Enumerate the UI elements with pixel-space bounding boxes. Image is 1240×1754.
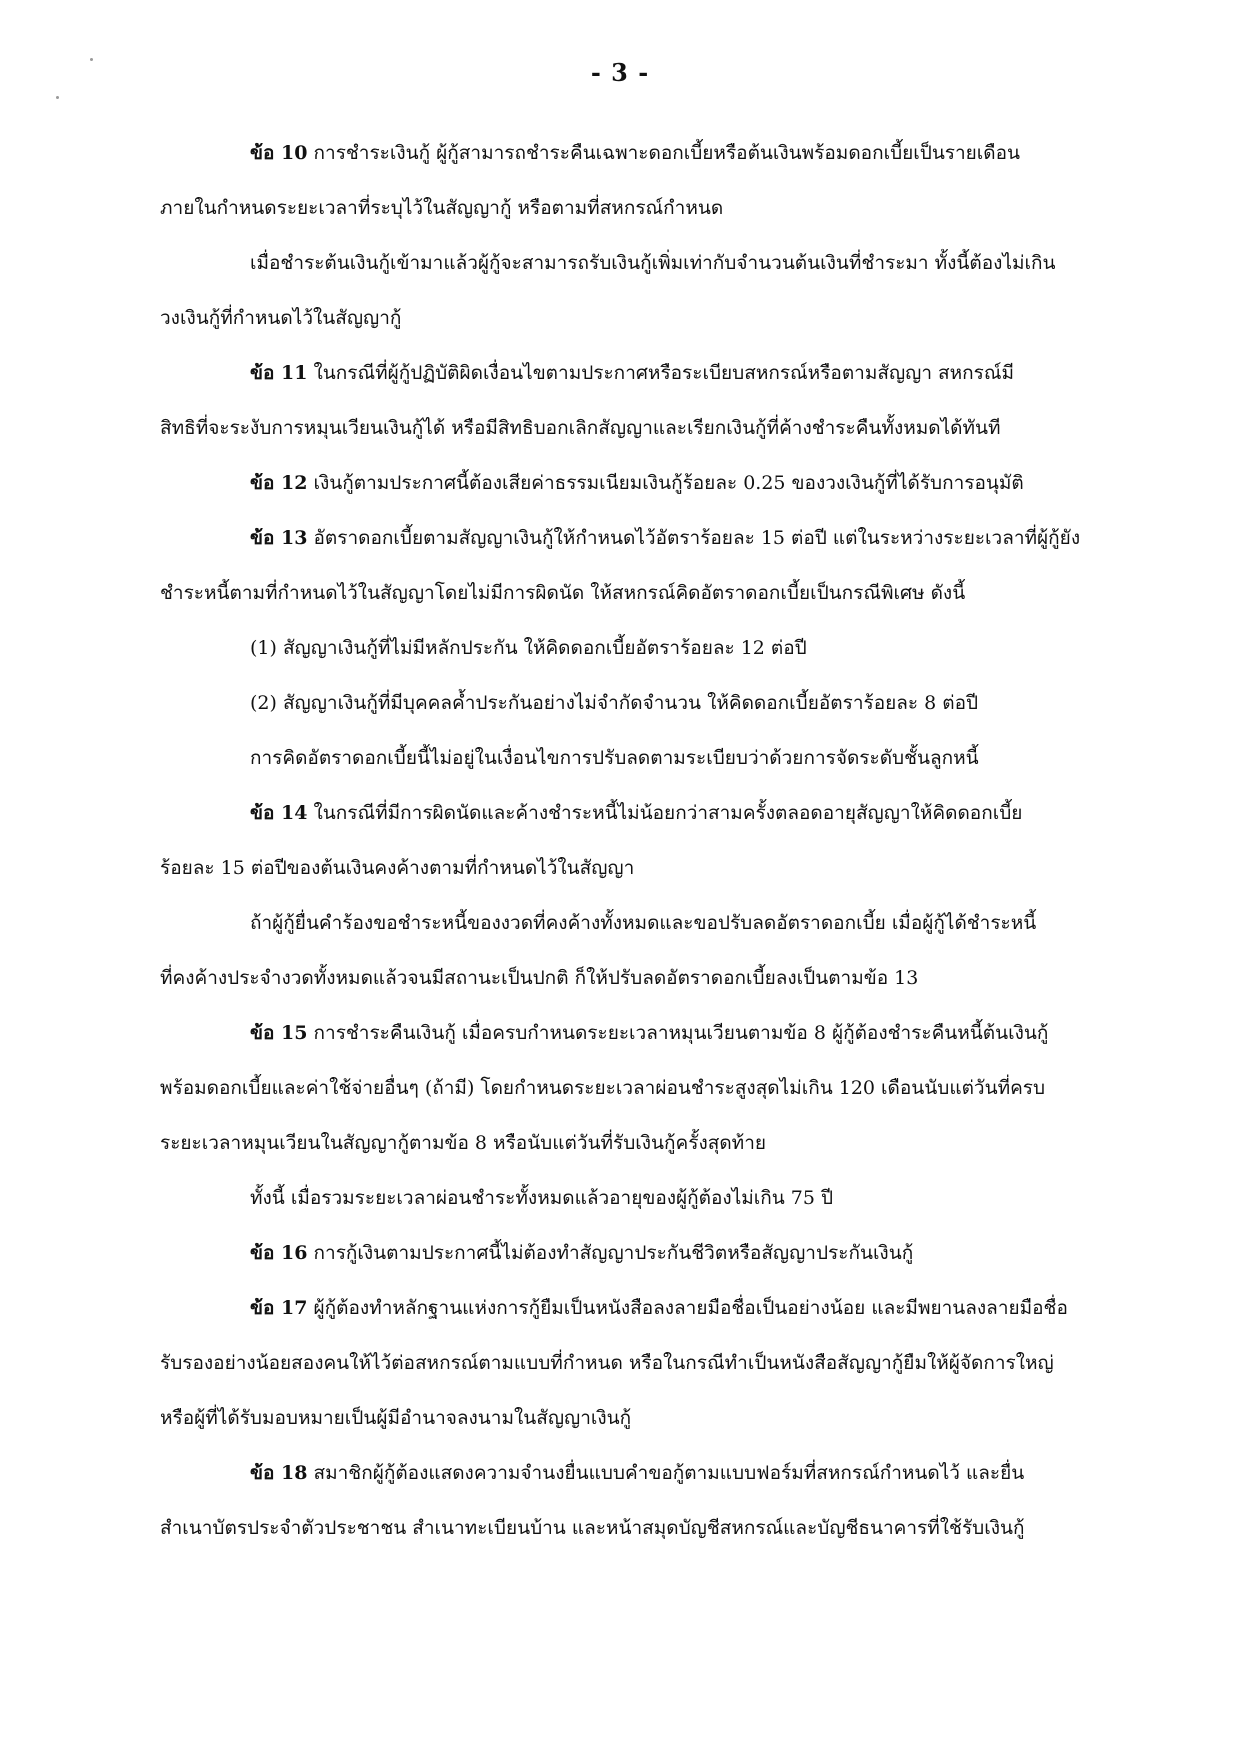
clause-label: ข้อ 10 xyxy=(250,142,308,164)
clause-15-line-2: พร้อมดอกเบี้ยและค่าใช้จ่ายอื่นๆ (ถ้ามี) โดยกำหนดระยะเวลาผ่อนชำระสูงสุดไม่เกิน 120 เดือนนับแต่วันที่ครบ xyxy=(160,1077,1046,1099)
clause-16-line-1: ข้อ 16 การกู้เงินตามประกาศนี้ไม่ต้องทำสัญญาประกันชีวิตหรือสัญญาประกันเงินกู้ xyxy=(250,1242,914,1264)
scan-speck xyxy=(56,96,59,99)
clause-13-note: การคิดอัตราดอกเบี้ยนี้ไม่อยู่ในเงื่อนไขการปรับลดตามระเบียบว่าด้วยการจัดระดับชั้นลูกหนี้ xyxy=(250,747,979,769)
clause-13-line-2: ชำระหนี้ตามที่กำหนดไว้ในสัญญาโดยไม่มีการผิดนัด ให้สหกรณ์คิดอัตราดอกเบี้ยเป็นกรณีพิเศษ ดังนี้ xyxy=(160,582,966,604)
clause-17-line-3: หรือผู้ที่ได้รับมอบหมายเป็นผู้มีอำนาจลงนามในสัญญาเงินกู้ xyxy=(160,1407,632,1429)
clause-label: ข้อ 16 xyxy=(250,1242,308,1264)
clause-11-line-1: ข้อ 11 ในกรณีที่ผู้กู้ปฏิบัติผิดเงื่อนไขตามประกาศหรือระเบียบสหกรณ์หรือตามสัญญา สหกรณ์มี xyxy=(250,362,1015,384)
clause-13-line-1: ข้อ 13 อัตราดอกเบี้ยตามสัญญาเงินกู้ให้กำหนดไว้อัตราร้อยละ 15 ต่อปี แต่ในระหว่างระยะเวลาที่ผู้กู้ยัง xyxy=(250,527,1081,549)
clause-10-line-2: ภายในกำหนดระยะเวลาที่ระบุไว้ในสัญญากู้ หรือตามที่สหกรณ์กำหนด xyxy=(160,197,724,219)
clause-10b-line-2: วงเงินกู้ที่กำหนดไว้ในสัญญากู้ xyxy=(160,307,402,329)
clause-15-line-1: ข้อ 15 การชำระคืนเงินกู้ เมื่อครบกำหนดระยะเวลาหมุนเวียนตามข้อ 8 ผู้กู้ต้องชำระคืนหนี้ต้นเงินกู้ xyxy=(250,1022,1049,1044)
clause-14-line-1: ข้อ 14 ในกรณีที่มีการผิดนัดและค้างชำระหนี้ไม่น้อยกว่าสามครั้งตลอดอายุสัญญาให้คิดดอกเบี้ย xyxy=(250,802,1023,824)
clause-14b-line-2: ที่คงค้างประจำงวดทั้งหมดแล้วจนมีสถานะเป็นปกติ ก็ให้ปรับลดอัตราดอกเบี้ยลงเป็นตามข้อ 13 xyxy=(160,967,919,989)
clause-14b-line-1: ถ้าผู้กู้ยื่นคำร้องขอชำระหนี้ของงวดที่คงค้างทั้งหมดและขอปรับลดอัตราดอกเบี้ย เมื่อผู้กู้ได้ชำระหนี้ xyxy=(250,912,1037,934)
clause-14-line-2: ร้อยละ 15 ต่อปีของต้นเงินคงค้างตามที่กำหนดไว้ในสัญญา xyxy=(160,857,635,879)
clause-label: ข้อ 15 xyxy=(250,1022,308,1044)
clause-13-item-2: (2) สัญญาเงินกู้ที่มีบุคคลค้ำประกันอย่างไม่จำกัดจำนวน ให้คิดดอกเบี้ยอัตราร้อยละ 8 ต่อปี xyxy=(250,692,979,714)
clause-17-line-2: รับรองอย่างน้อยสองคนให้ไว้ต่อสหกรณ์ตามแบบที่กำหนด หรือในกรณีทำเป็นหนังสือสัญญากู้ยืมให้ผู้จัดการใหญ่ xyxy=(160,1352,1054,1374)
clause-17-line-1: ข้อ 17 ผู้กู้ต้องทำหลักฐานแห่งการกู้ยืมเป็นหนังสือลงลายมือชื่อเป็นอย่างน้อย และมีพยานลงลายมือชื่อ xyxy=(250,1297,1068,1319)
clause-11-line-2: สิทธิที่จะระงับการหมุนเวียนเงินกู้ได้ หรือมีสิทธิบอกเลิกสัญญาและเรียกเงินกู้ที่ค้างชำระคืนทั้งหมดได้ทันที xyxy=(160,417,1001,439)
clause-label: ข้อ 18 xyxy=(250,1462,308,1484)
clause-10-line-1: ข้อ 10 การชำระเงินกู้ ผู้กู้สามารถชำระคืนเฉพาะดอกเบี้ยหรือต้นเงินพร้อมดอกเบี้ยเป็นรายเดือน xyxy=(250,142,1021,164)
clause-label: ข้อ 11 xyxy=(250,362,308,384)
clause-label: ข้อ 12 xyxy=(250,472,308,494)
clause-label: ข้อ 17 xyxy=(250,1297,308,1319)
clause-label: ข้อ 13 xyxy=(250,527,308,549)
clause-12-line-1: ข้อ 12 เงินกู้ตามประกาศนี้ต้องเสียค่าธรรมเนียมเงินกู้ร้อยละ 0.25 ของวงเงินกู้ที่ได้รับการอนุมัติ xyxy=(250,472,1024,494)
clause-15-line-3: ระยะเวลาหมุนเวียนในสัญญากู้ตามข้อ 8 หรือนับแต่วันที่รับเงินกู้ครั้งสุดท้าย xyxy=(160,1132,766,1154)
clause-13-item-1: (1) สัญญาเงินกู้ที่ไม่มีหลักประกัน ให้คิดดอกเบี้ยอัตราร้อยละ 12 ต่อปี xyxy=(250,637,807,659)
clause-label: ข้อ 14 xyxy=(250,802,308,824)
clause-18-line-1: ข้อ 18 สมาชิกผู้กู้ต้องแสดงความจำนงยื่นแบบคำขอกู้ตามแบบฟอร์มที่สหกรณ์กำหนดไว้ และยื่น xyxy=(250,1462,1025,1484)
clause-10b-line-1: เมื่อชำระต้นเงินกู้เข้ามาแล้วผู้กู้จะสามารถรับเงินกู้เพิ่มเท่ากับจำนวนต้นเงินที่ชำระมา ทั้งนี้ต้องไม่เกิน xyxy=(250,252,1056,274)
clause-18-line-2: สำเนาบัตรประจำตัวประชาชน สำเนาทะเบียนบ้าน และหน้าสมุดบัญชีสหกรณ์และบัญชีธนาคารที่ใช้รับเงินกู้ xyxy=(160,1517,1025,1539)
page-number: - 3 - xyxy=(590,58,650,87)
clause-15b-line-1: ทั้งนี้ เมื่อรวมระยะเวลาผ่อนชำระทั้งหมดแล้วอายุของผู้กู้ต้องไม่เกิน 75 ปี xyxy=(250,1187,834,1209)
